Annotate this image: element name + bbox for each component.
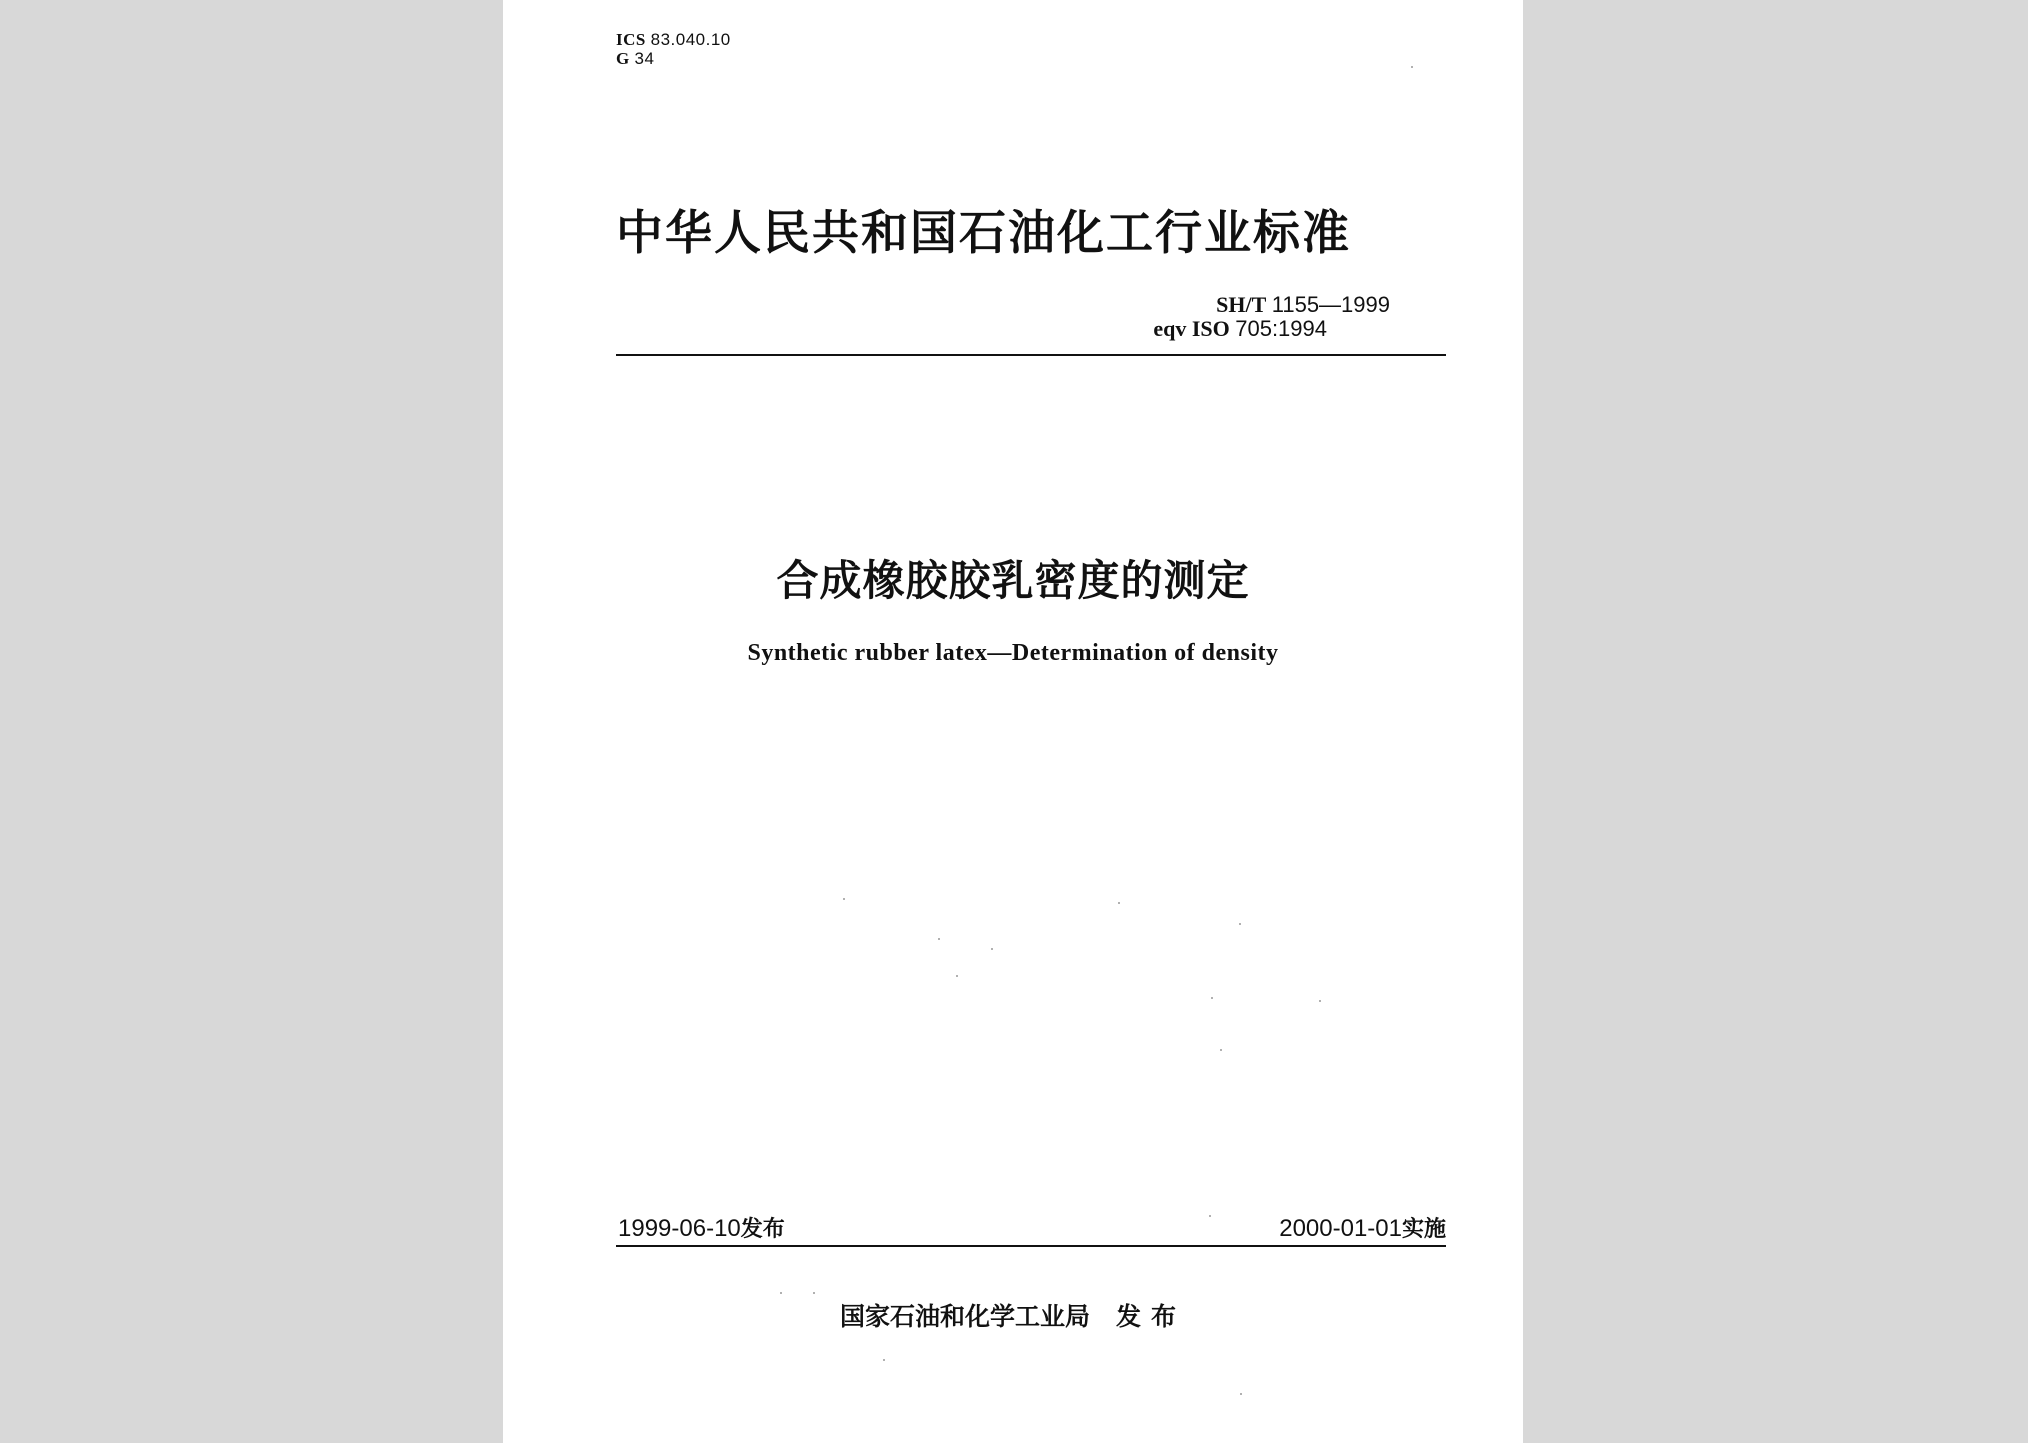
publisher-action: 发布 [1116, 1302, 1187, 1331]
scan-speck [956, 975, 958, 977]
publisher-name: 国家石油和化学工业局 [839, 1302, 1090, 1331]
scan-speck [843, 898, 845, 900]
scan-speck [1240, 1393, 1242, 1395]
publish-label: 发布 [740, 1217, 785, 1242]
document-page [503, 0, 1523, 1443]
scan-speck [991, 948, 993, 950]
scan-speck [1411, 66, 1413, 68]
standard-header: 中华人民共和国石油化工行业标准 [616, 206, 1351, 261]
equivalent-code [1153, 316, 1327, 342]
equivalent-prefix: eqv ISO [1153, 316, 1230, 341]
effective-date-value: 2000-01-01 [1279, 1215, 1402, 1242]
scan-speck [1239, 923, 1241, 925]
publish-date-value: 1999-06-10 [618, 1215, 741, 1242]
scan-speck [813, 1292, 815, 1294]
ics-label: ICS [616, 30, 646, 49]
scan-speck [938, 938, 940, 940]
scan-speck [1220, 1049, 1222, 1051]
ics-value: 83.040.10 [650, 30, 731, 49]
standard-code [1216, 292, 1390, 318]
g-label: G [616, 49, 630, 68]
publisher [503, 1297, 1523, 1333]
scan-speck [883, 1359, 885, 1361]
scan-speck [1118, 902, 1120, 904]
classification-code [616, 49, 654, 69]
scan-speck [1209, 1215, 1211, 1217]
equivalent-number: 705:1994 [1235, 316, 1327, 341]
scan-speck [780, 1292, 782, 1294]
header-divider [616, 354, 1446, 356]
standard-prefix: SH/T [1216, 292, 1267, 317]
title-chinese: 合成橡胶胶乳密度的测定 [776, 556, 1250, 605]
footer-divider [616, 1245, 1446, 1247]
scan-speck [1211, 997, 1213, 999]
effective-label: 实施 [1401, 1217, 1446, 1242]
publish-date [618, 1212, 785, 1243]
standard-number: 1155—1999 [1271, 292, 1390, 317]
title-english: Synthetic rubber latex—Determination of density [747, 640, 1279, 666]
ics-code [616, 30, 731, 50]
g-value: 34 [634, 49, 655, 68]
scan-speck [1319, 1000, 1321, 1002]
effective-date [1279, 1212, 1446, 1243]
